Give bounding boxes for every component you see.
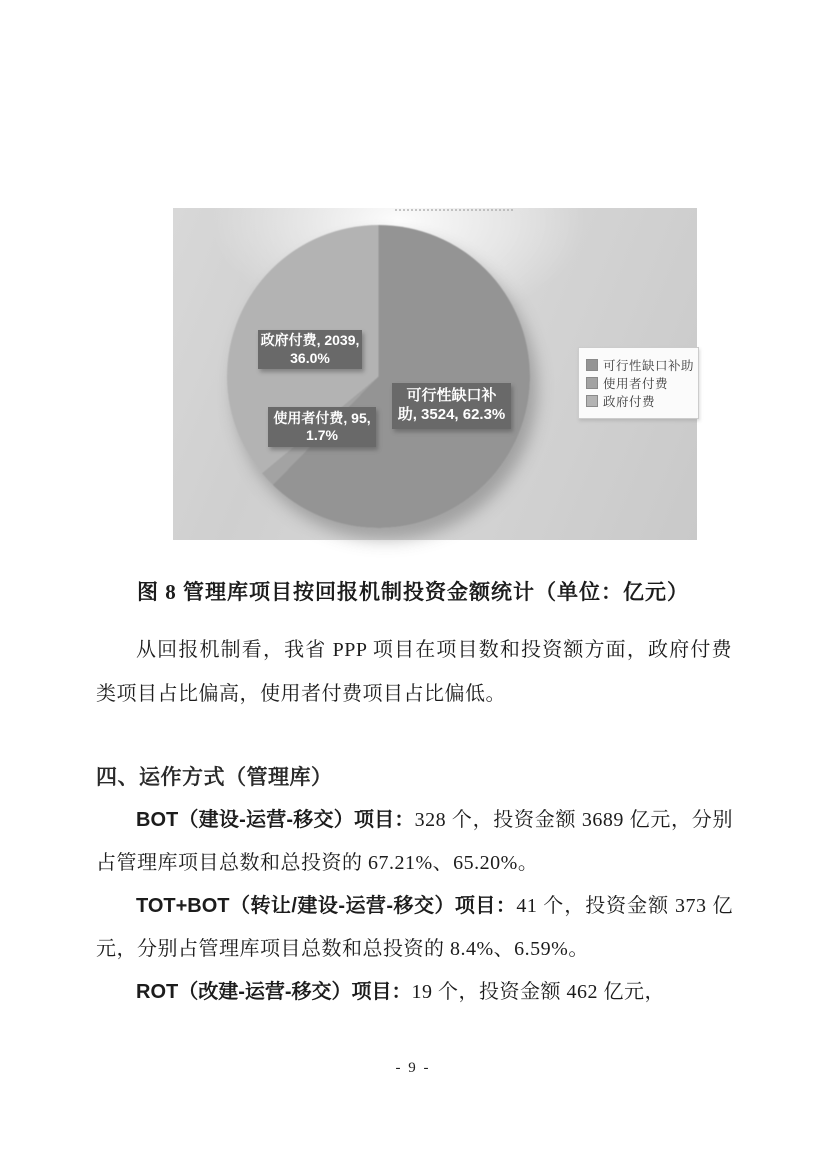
cropped-chart-title-line bbox=[395, 209, 513, 211]
figure-caption: 图 8 管理库项目按回报机制投资金额统计（单位：亿元） bbox=[137, 580, 689, 604]
legend-swatch bbox=[587, 378, 597, 388]
legend-label: 可行性缺口补助 bbox=[603, 359, 695, 373]
pie-label-government-pay bbox=[258, 330, 362, 369]
bot-paragraph-lead: BOT（建设-运营-移交）项目： bbox=[136, 809, 415, 831]
legend-item bbox=[587, 357, 695, 373]
pie-label-line: 1.7% bbox=[306, 427, 338, 443]
section-paragraphs bbox=[96, 799, 733, 1014]
rot-paragraph-rest: 19 个，投资金额 462 亿元， bbox=[411, 981, 666, 1003]
bot-paragraph-rest: 328 个，投资金额 3689 亿元，分别占管理库项目总数和总投资的 67.21%、65.20%。 bbox=[96, 809, 733, 874]
legend-label: 使用者付费 bbox=[603, 377, 669, 391]
tot-bot-paragraph-rest: 41 个，投资金额 373 亿元，分别占管理库项目总数和总投资的 8.4%、6.59%。 bbox=[96, 895, 733, 960]
chart-legend bbox=[578, 347, 699, 419]
pie-label-viability-gap-subsidy bbox=[392, 383, 511, 429]
pie-label-line: 政府付费, 2039, bbox=[260, 332, 360, 348]
tot-bot-paragraph bbox=[96, 885, 733, 971]
pie-label-line: 助, 3524, 62.3% bbox=[397, 406, 506, 423]
pie-label-line: 36.0% bbox=[290, 349, 330, 366]
pie-label-line: 可行性缺口补 bbox=[406, 387, 497, 405]
legend-swatch bbox=[587, 360, 597, 370]
pie bbox=[227, 225, 530, 528]
bot-paragraph bbox=[96, 799, 733, 885]
intro-paragraph: 从回报机制看，我省 PPP 项目在项目数和投资额方面，政府付费类项目占比偏高，使用者付费项目占比偏低。 bbox=[96, 639, 732, 705]
section-heading: 四、运作方式（管理库） bbox=[96, 766, 333, 789]
page-number: - 9 - bbox=[395, 1060, 431, 1076]
legend-item bbox=[587, 393, 692, 409]
legend-swatch bbox=[587, 396, 597, 406]
pie-chart-image bbox=[173, 208, 697, 540]
rot-paragraph-lead: ROT（改建-运营-移交）项目： bbox=[136, 981, 412, 1003]
tot-bot-paragraph-lead: TOT+BOT（转让/建设-运营-移交）项目： bbox=[136, 895, 517, 917]
pie-label-line: 使用者付费, 95, bbox=[273, 409, 371, 426]
legend-item bbox=[587, 375, 692, 391]
rot-paragraph bbox=[96, 971, 733, 1014]
legend-label: 政府付费 bbox=[603, 395, 656, 409]
pie-label-user-pay bbox=[268, 407, 376, 447]
